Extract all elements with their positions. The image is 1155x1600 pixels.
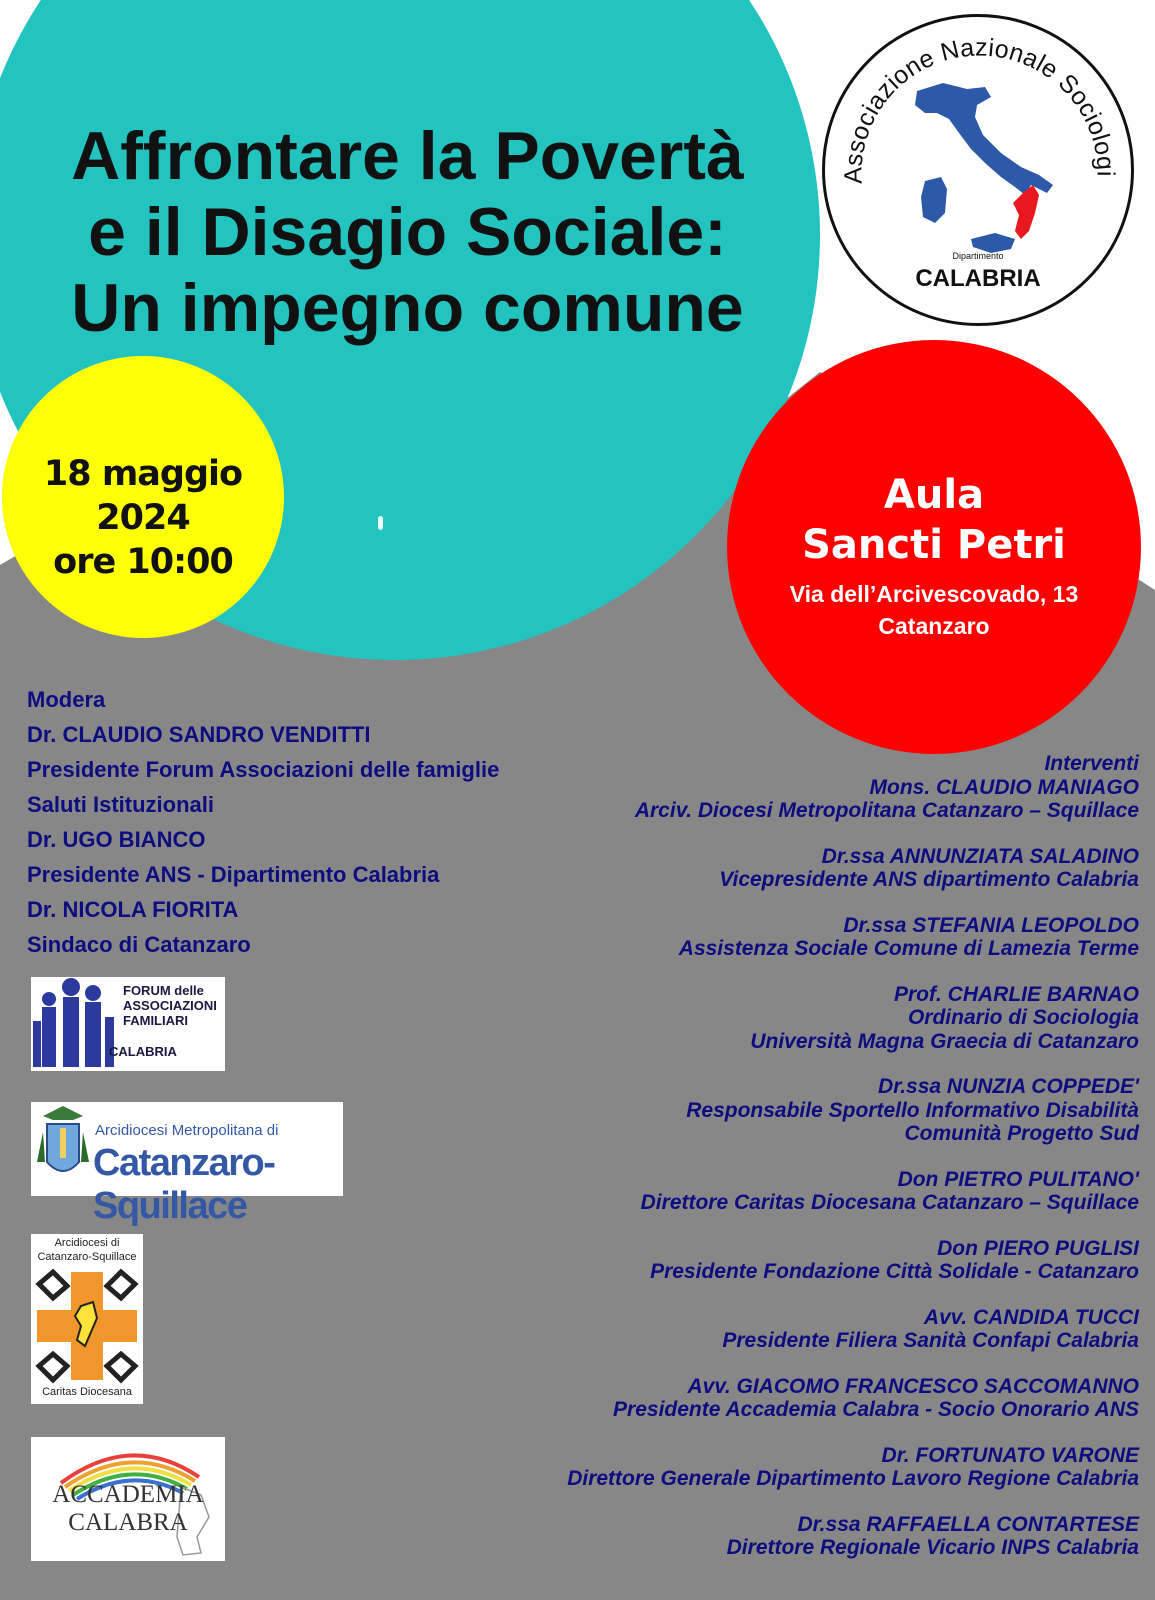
caritas-top xyxy=(31,1236,143,1264)
speaker-line: Direttore Caritas Diocesana Catanzaro – Squillace xyxy=(640,1191,1139,1214)
forum-line: ASSOCIAZIONI xyxy=(123,998,217,1013)
poster-title xyxy=(0,118,815,346)
caritas-logo xyxy=(31,1234,143,1404)
speaker-entry xyxy=(439,983,1139,1054)
speaker-entry xyxy=(439,1375,1139,1422)
speaker-entry xyxy=(439,1237,1139,1284)
list-item: Saluti Istituzionali xyxy=(27,792,215,817)
title-line-2: e il Disagio Sociale: xyxy=(88,194,727,270)
venue-line-1: Aula xyxy=(883,472,985,518)
title-line-3: Un impegno comune xyxy=(71,270,744,346)
speaker-entry xyxy=(439,845,1139,892)
speaker-line: Dr.ssa ANNUNZIATA SALADINO xyxy=(821,844,1139,868)
speaker-line: Responsabile Sportello Informativo Disabilità xyxy=(686,1098,1139,1122)
list-item: Presidente ANS - Dipartimento Calabria xyxy=(27,862,440,887)
speaker-line: Arciv. Diocesi Metropolitana Catanzaro – Squillace xyxy=(634,799,1139,822)
accademia-logo xyxy=(31,1437,225,1561)
speaker-line: Avv. GIACOMO FRANCESCO SACCOMANNO xyxy=(687,1374,1139,1398)
venue-city: Catanzaro xyxy=(878,613,990,639)
accademia-line: ACCADEMIA xyxy=(52,1481,204,1508)
speaker-entry xyxy=(439,1075,1139,1146)
list-item: Dr. CLAUDIO SANDRO VENDITTI xyxy=(27,722,371,747)
speaker-line: Prof. CHARLIE BARNAO xyxy=(894,982,1139,1006)
speaker-line: Dr. FORTUNATO VARONE xyxy=(881,1443,1139,1467)
venue-line-2: Sancti Petri xyxy=(802,522,1066,568)
moderation-list xyxy=(27,682,499,962)
forum-logo xyxy=(31,977,225,1071)
list-item: Sindaco di Catanzaro xyxy=(27,932,251,957)
speaker-line: Assistenza Sociale Comune di Lamezia Terme xyxy=(678,937,1139,960)
speaker-line: Università Magna Graecia di Catanzaro xyxy=(750,1029,1139,1053)
speaker-line: Ordinario di Sociologia xyxy=(907,1006,1139,1029)
forum-line: FAMILIARI xyxy=(123,1013,188,1028)
speaker-line: Dr.ssa STEFANIA LEOPOLDO xyxy=(843,913,1139,937)
forum-region: CALABRIA xyxy=(109,1044,177,1059)
speaker-line: Avv. CANDIDA TUCCI xyxy=(923,1305,1139,1329)
speaker-line: Direttore Generale Dipartimento Lavoro Regione Calabria xyxy=(567,1467,1139,1490)
speaker-line: Dr.ssa NUNZIA COPPEDE' xyxy=(878,1075,1139,1098)
forum-text xyxy=(123,983,217,1028)
forum-line: FORUM delle xyxy=(123,983,204,998)
list-item: Dr. NICOLA FIORITA xyxy=(27,897,239,922)
italy-map-icon xyxy=(915,83,1053,253)
ans-dept: CALABRIA xyxy=(915,265,1041,292)
speaker-line: Direttore Regionale Vicario INPS Calabria xyxy=(726,1536,1139,1559)
speaker-entry xyxy=(439,1168,1139,1215)
list-item: Dr. UGO BIANCO xyxy=(27,827,206,852)
speaker-line: Presidente Fondazione Città Solidale - Catanzaro xyxy=(650,1260,1139,1283)
speaker-line: Don PIETRO PULITANO' xyxy=(897,1167,1139,1191)
speaker-line: Vicepresidente ANS dipartimento Calabria xyxy=(719,868,1139,891)
speakers-list xyxy=(439,752,1139,1582)
arcidiocesi-line-1: Arcidiocesi Metropolitana di xyxy=(95,1122,279,1139)
svg-text:Associazione Nazionale Sociolo xyxy=(839,34,1119,185)
venue-address: Via dell’Arcivescovado, 13 xyxy=(789,581,1079,607)
speaker-line: Mons. CLAUDIO MANIAGO xyxy=(869,775,1139,799)
speaker-line: Presidente Accademia Calabra - Socio Onorario ANS xyxy=(613,1398,1139,1421)
speaker-entry xyxy=(439,1513,1139,1560)
ans-arc-text: Associazione Nazionale Sociologi xyxy=(839,33,1120,185)
arcidiocesi-line-2: Catanzaro-Squillace xyxy=(93,1142,275,1227)
speaker-entry xyxy=(439,1444,1139,1491)
ans-logo xyxy=(822,14,1134,326)
event-venue xyxy=(727,470,1141,642)
coat-of-arms-icon xyxy=(33,1102,93,1196)
event-time: ore 10:00 xyxy=(53,542,233,582)
caritas-top-line: Catanzaro-Squillace xyxy=(37,1251,137,1263)
speaker-line: Interventi xyxy=(1044,752,1139,775)
caritas-cross-icon xyxy=(31,1266,143,1386)
caritas-top-line: Arcidiocesi di xyxy=(54,1237,120,1249)
speaker-line: Presidente Filiera Sanità Confapi Calabria xyxy=(722,1329,1139,1352)
list-item: Presidente Forum Associazioni delle famiglie xyxy=(27,757,500,782)
caritas-bottom: Caritas Diocesana xyxy=(42,1386,132,1398)
family-figures-icon xyxy=(31,977,121,1071)
speaker-entry xyxy=(439,1306,1139,1353)
speaker-line: Comunità Progetto Sud xyxy=(904,1122,1139,1145)
speaker-entry xyxy=(439,914,1139,961)
ans-dept-small: Dipartimento xyxy=(952,251,1004,261)
title-line-1: Affrontare la Povertà xyxy=(71,118,744,194)
list-item: Modera xyxy=(27,687,106,712)
arcidiocesi-logo xyxy=(31,1102,343,1227)
event-date xyxy=(2,452,284,584)
accademia-line: CALABRA xyxy=(68,1509,188,1536)
decorative-dot xyxy=(378,516,383,530)
speaker-entry xyxy=(439,752,1139,823)
speaker-line: Don PIERO PUGLISI xyxy=(937,1236,1139,1260)
accademia-text xyxy=(31,1481,225,1537)
event-day: 18 maggio 2024 xyxy=(43,454,243,538)
speaker-line: Dr.ssa RAFFAELLA CONTARTESE xyxy=(797,1512,1139,1536)
